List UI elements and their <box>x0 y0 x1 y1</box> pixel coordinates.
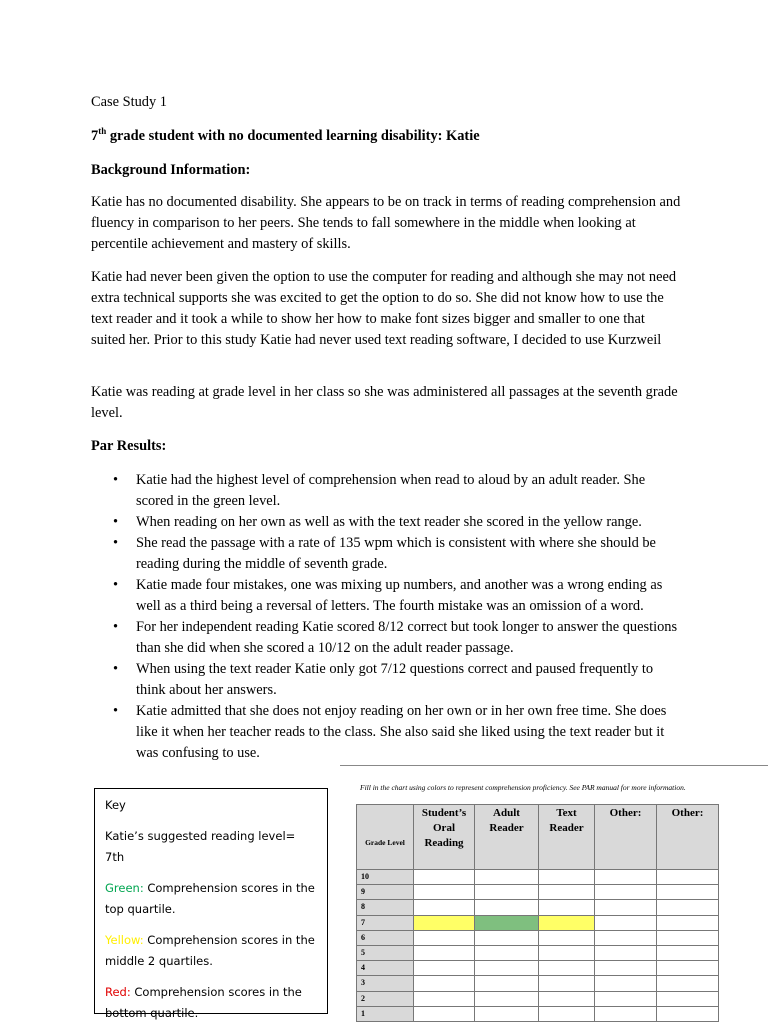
table-row <box>357 900 719 915</box>
chart-cell[interactable] <box>657 991 719 1006</box>
chart-cell[interactable] <box>414 930 475 945</box>
chart-cell[interactable] <box>657 930 719 945</box>
chart-cell[interactable] <box>657 885 719 900</box>
table-row <box>357 976 719 991</box>
chart-cell[interactable] <box>539 945 595 960</box>
chart-cell[interactable] <box>414 870 475 885</box>
column-header-other-1: Other: <box>595 805 657 870</box>
chart-cell[interactable] <box>595 915 657 930</box>
key-suggested-level: Katie’s suggested reading level= 7th <box>105 829 296 864</box>
grade-level-cell: 7 <box>357 915 414 930</box>
chart-cell-filled-yellow[interactable] <box>539 915 595 930</box>
grade-level-cell: 3 <box>357 976 414 991</box>
chart-cell[interactable] <box>539 870 595 885</box>
chart-cell[interactable] <box>414 900 475 915</box>
grade-level-cell: 6 <box>357 930 414 945</box>
key-title: Key <box>105 798 126 812</box>
chart-cell[interactable] <box>539 961 595 976</box>
table-row <box>357 991 719 1006</box>
proficiency-table-body <box>357 870 719 1022</box>
proficiency-table <box>356 804 719 1022</box>
chart-cell[interactable] <box>657 915 719 930</box>
chart-cell[interactable] <box>595 976 657 991</box>
list-item: • Katie made four mistakes, one was mixing up numbers, and another was a wrong ending as well as a third being a reversal of letters. The fourth mistake was an omission of a word. <box>91 575 681 617</box>
list-item: • Katie had the highest level of comprehension when read to aloud by an adult reader. She scored in the green level. <box>91 470 681 512</box>
key-red-text: Comprehension scores in the bottom quartile. <box>105 985 302 1020</box>
chart-cell[interactable] <box>539 976 595 991</box>
background-paragraph-1: Katie has no documented disability. She appears to be on track in terms of reading comprehension and fluency in comparison to her peers. She tends to fall somewhere in the middle when looking at percentile achievement and mastery of skills. <box>91 194 681 252</box>
par-results-heading: Par Results: <box>91 438 167 454</box>
title-grade-superscript: th <box>98 126 107 137</box>
table-row <box>357 930 719 945</box>
chart-cell[interactable] <box>414 945 475 960</box>
column-header-text-reader: Text Reader <box>539 805 595 870</box>
chart-caption: Fill in the chart using colors to represent comprehension proficiency. See PAR manual for more information. <box>360 783 686 792</box>
chart-cell[interactable] <box>414 991 475 1006</box>
title-grade-number: 7 <box>91 128 99 144</box>
grade-level-cell: 2 <box>357 991 414 1006</box>
background-paragraph-2: Katie had never been given the option to use the computer for reading and although she may not need extra technical supports she was excited to get the option to do so. She did not know how to use the text reader and it took a while to show her how to make font sizes bigger and smaller to one that suited her. Prior to this study Katie had never used text reading software, I decided to use Kurzweil <box>91 269 677 348</box>
chart-cell[interactable] <box>657 900 719 915</box>
key-red <box>105 982 317 1024</box>
chart-cell[interactable] <box>414 961 475 976</box>
chart-cell[interactable] <box>475 870 539 885</box>
list-item: • When using the text reader Katie only got 7/12 questions correct and paused frequently to think about her answers. <box>91 659 681 701</box>
chart-cell[interactable] <box>414 1006 475 1021</box>
grade-level-cell: 1 <box>357 1006 414 1021</box>
list-item: • For her independent reading Katie scored 8/12 correct but took longer to answer the questions than she did when she scored a 10/12 on the adult reader passage. <box>91 617 681 659</box>
key-green-label: Green: <box>105 881 144 895</box>
key-red-label: Red: <box>105 985 131 999</box>
chart-cell[interactable] <box>475 900 539 915</box>
chart-cell[interactable] <box>475 930 539 945</box>
column-header-oral-reading: Student’s Oral Reading <box>414 805 475 870</box>
chart-cell[interactable] <box>595 900 657 915</box>
chart-cell[interactable] <box>475 885 539 900</box>
grade-level-cell: 4 <box>357 961 414 976</box>
par-results-list <box>91 470 681 764</box>
chart-cell[interactable] <box>657 870 719 885</box>
chart-cell[interactable] <box>657 961 719 976</box>
chart-cell[interactable] <box>539 900 595 915</box>
table-row <box>357 945 719 960</box>
table-row <box>357 915 719 930</box>
chart-cell[interactable] <box>595 961 657 976</box>
background-paragraph-3: Katie was reading at grade level in her class so she was administered all passages at the seventh grade level. <box>91 384 678 421</box>
list-item: • She read the passage with a rate of 135 wpm which is consistent with where she should be reading during the middle of seventh grade. <box>91 533 681 575</box>
chart-divider <box>340 765 768 766</box>
list-item: • When reading on her own as well as with the text reader she scored in the yellow range. <box>91 512 681 533</box>
chart-cell[interactable] <box>595 885 657 900</box>
chart-cell[interactable] <box>539 1006 595 1021</box>
chart-cell[interactable] <box>657 1006 719 1021</box>
chart-cell[interactable] <box>595 870 657 885</box>
case-title <box>91 126 681 147</box>
chart-cell[interactable] <box>475 976 539 991</box>
list-item: • Katie admitted that she does not enjoy reading on her own or in her own free time. She does like it when her teacher reads to the class. She also said she liked using the text reader but it was confusing to use. <box>91 701 681 764</box>
background-heading: Background Information: <box>91 162 251 178</box>
chart-cell[interactable] <box>595 945 657 960</box>
chart-cell[interactable] <box>539 991 595 1006</box>
table-row <box>357 1006 719 1021</box>
key-yellow-text: Comprehension scores in the middle 2 quartiles. <box>105 933 315 968</box>
grade-level-cell: 8 <box>357 900 414 915</box>
grade-level-cell: 5 <box>357 945 414 960</box>
table-row <box>357 885 719 900</box>
chart-cell-filled-yellow[interactable] <box>414 915 475 930</box>
column-header-adult-reader: Adult Reader <box>475 805 539 870</box>
chart-cell[interactable] <box>595 930 657 945</box>
key-box <box>94 788 328 1020</box>
chart-cell[interactable] <box>657 976 719 991</box>
chart-cell[interactable] <box>657 945 719 960</box>
grade-level-cell: 10 <box>357 870 414 885</box>
chart-cell[interactable] <box>475 961 539 976</box>
case-study-label: Case Study 1 <box>91 94 167 110</box>
table-row <box>357 870 719 885</box>
table-header-row <box>357 805 719 870</box>
chart-cell-filled-green[interactable] <box>475 915 539 930</box>
title-rest: grade student with no documented learning disability: Katie <box>106 128 480 144</box>
key-green <box>105 878 317 920</box>
chart-cell[interactable] <box>475 945 539 960</box>
chart-cell[interactable] <box>414 885 475 900</box>
chart-cell[interactable] <box>539 885 595 900</box>
key-green-text: Comprehension scores in the top quartile. <box>105 881 315 916</box>
column-header-other-2: Other: <box>657 805 719 870</box>
chart-cell[interactable] <box>414 976 475 991</box>
key-yellow <box>105 930 317 972</box>
table-row <box>357 961 719 976</box>
chart-cell[interactable] <box>539 930 595 945</box>
column-header-grade-level: Grade Level <box>357 805 414 870</box>
grade-level-cell: 9 <box>357 885 414 900</box>
chart-cell[interactable] <box>475 1006 539 1021</box>
chart-cell[interactable] <box>595 991 657 1006</box>
chart-cell[interactable] <box>595 1006 657 1021</box>
chart-cell[interactable] <box>475 991 539 1006</box>
key-yellow-label: Yellow: <box>105 933 144 947</box>
proficiency-chart <box>340 763 768 1023</box>
